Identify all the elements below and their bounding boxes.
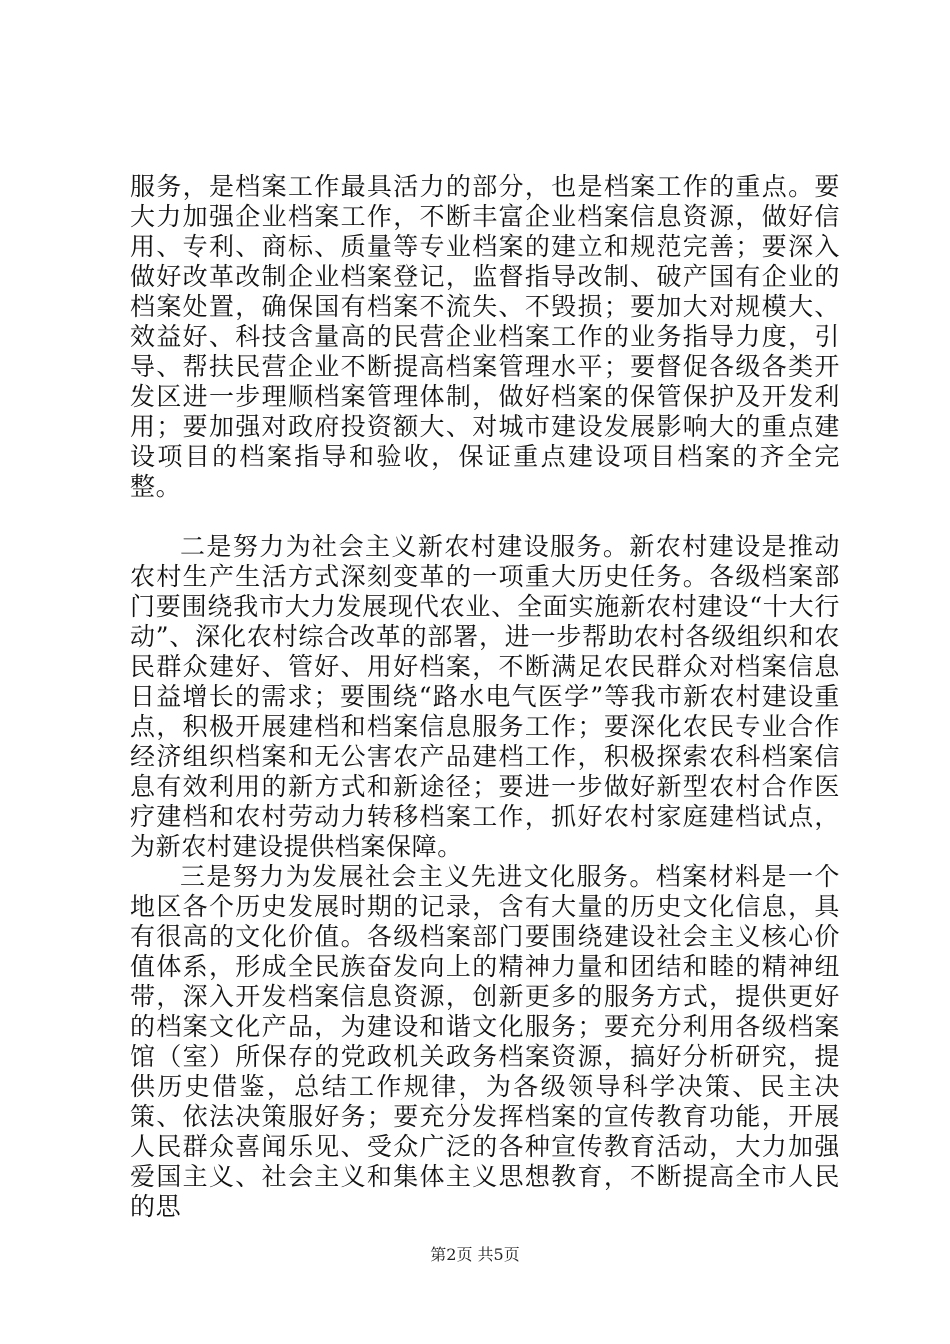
paragraph-rural-construction: 二是努力为社会主义新农村建设服务。新农村建设是推动农村生产生活方式深刻变革的一项重大历史任务。各级档案部门要围绕我市大力发展现代农业、全面实施新农村建设“十大行动”、深化农村综合改革的部署，进一步帮助农村各级组织和农民群众建好、管好、用好档案，不断满足农民群众对档案信息日益增长的需求；要围绕“路水电气医学”等我市新农村建设重点，积极开展建档和档案信息服务工作；要深化农民专业合作经济组织档案和无公害农产品建档工作，积极探索农科档案信息有效利用的新方式和新途径；要进一步做好新型农村合作医疗建档和农村劳动力转移档案工作，抓好农村家庭建档试点，为新农村建设提供档案保障。	[130, 532, 840, 861]
document-body	[130, 172, 840, 1222]
paragraph-continued: 服务，是档案工作最具活力的部分，也是档案工作的重点。要大力加强企业档案工作，不断丰富企业档案信息资源，做好信用、专利、商标、质量等专业档案的建立和规范完善；要深入做好改革改制企业档案登记，监督指导改制、破产国有企业的档案处置，确保国有档案不流失、不毁损；要加大对规模大、效益好、科技含量高的民营企业档案工作的业务指导力度，引导、帮扶民营企业不断提高档案管理水平；要督促各级各类开发区进一步理顺档案管理体制，做好档案的保管保护及开发利用；要加强对政府投资额大、对城市建设发展影响大的重点建设项目的档案指导和验收，保证重点建设项目档案的齐全完整。	[130, 172, 840, 501]
paragraph-advanced-culture: 三是努力为发展社会主义先进文化服务。档案材料是一个地区各个历史发展时期的记录，含有大量的历史文化信息，具有很高的文化价值。各级档案部门要围绕建设社会主义核心价值体系，形成全民族奋发向上的精神力量和团结和睦的精神纽带，深入开发档案信息资源，创新更多的服务方式，提供更好的档案文化产品，为建设和谐文化服务；要充分利用各级档案馆（室）所保存的党政机关政务档案资源，搞好分析研究，提供历史借鉴，总结工作规律，为各级领导科学决策、民主决策、依法决策服好务；要充分发挥档案的宣传教育功能，开展人民群众喜闻乐见、受众广泛的各种宣传教育活动，大力加强爱国主义、社会主义和集体主义思想教育，不断提高全市人民的思	[130, 862, 840, 1221]
page-number-footer: 第2页 共5页	[430, 1245, 520, 1264]
